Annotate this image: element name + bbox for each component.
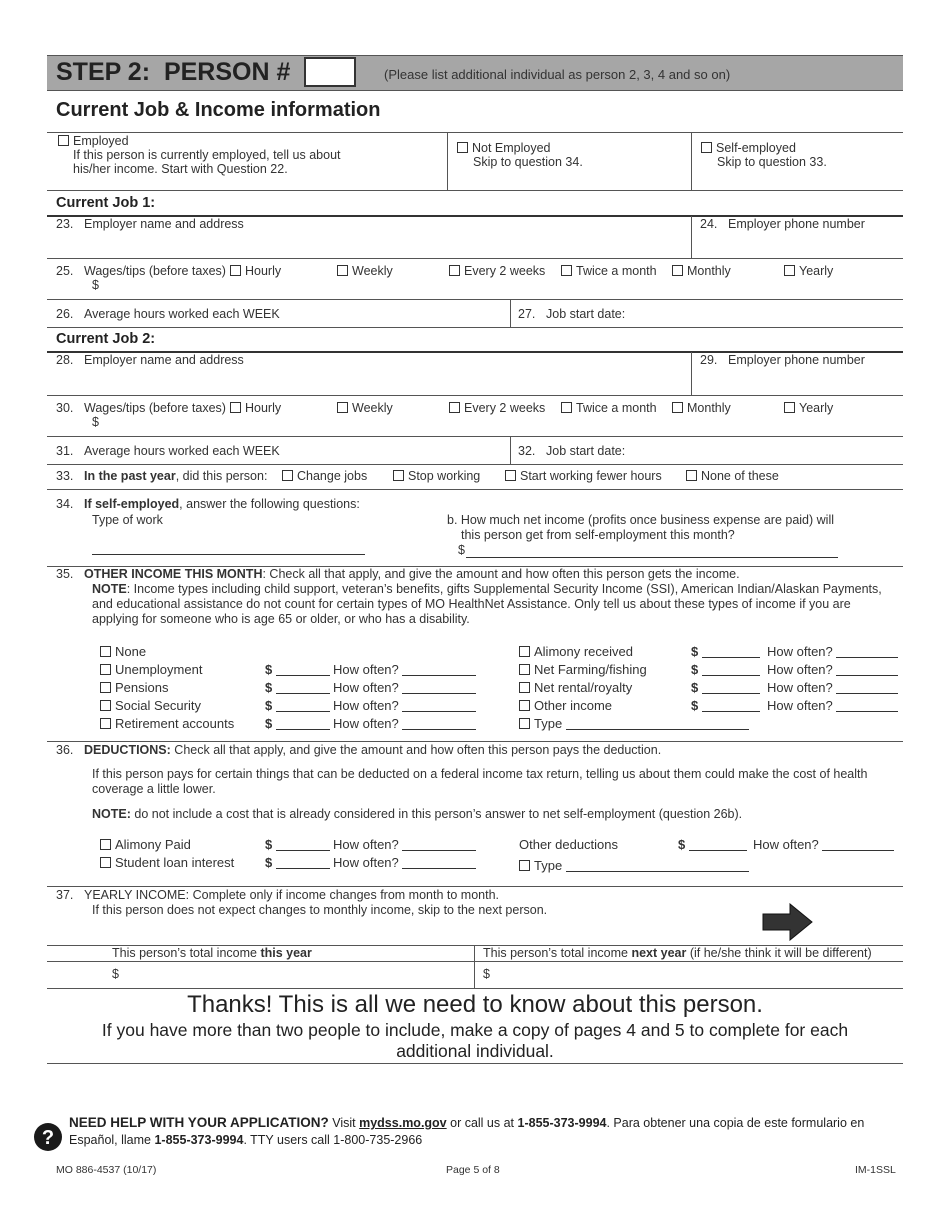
- q34-income-input[interactable]: [466, 544, 838, 558]
- q35-right-amount[interactable]: $: [691, 644, 760, 659]
- q35-left-item[interactable]: Social Security: [100, 698, 201, 713]
- q37-this-year-dollar: $: [112, 967, 119, 981]
- q37-next-year-input[interactable]: [493, 963, 898, 987]
- q35-left-often[interactable]: How often?: [333, 680, 476, 695]
- q35-left-often[interactable]: How often?: [333, 716, 476, 731]
- q37-line2: If this person does not expect changes to monthly income, skip to the next person.: [92, 903, 548, 917]
- job1-heading: Current Job 1:: [56, 195, 156, 211]
- q35-right-often[interactable]: How often?: [767, 662, 898, 677]
- q34-dollar: $: [458, 543, 465, 557]
- q35-left-amount[interactable]: $: [265, 698, 330, 713]
- q35-num: 35.: [56, 567, 74, 581]
- q35-left-amount[interactable]: $: [265, 662, 330, 677]
- q36-other-often: How often?: [753, 837, 894, 852]
- q25-dollar: $: [92, 278, 99, 292]
- q36-paragraph: If this person pays for certain things that can be deducted on a federal income tax return, telling us about them could make the cost of health coverage a little lower.: [92, 767, 868, 796]
- thanks-subtitle: If you have more than two people to include, make a copy of pages 4 and 5 to complete for each additional individual.: [101, 1020, 849, 1061]
- q34-b-line1: b. How much net income (profits once business expense are paid) will: [447, 513, 834, 527]
- not-employed-label: Not Employed: [472, 141, 551, 155]
- page-title: Current Job & Income information: [56, 99, 381, 121]
- q36-alimony-amount: $: [265, 837, 330, 852]
- q35-note: NOTE: Income types including child support, veteran’s benefits, gifts Supplemental Security Income (SSI), American Indian/Alaskan Payments, and educational assistance do not count for certain types of MO HealthNet Assistance. Only tell us about these types of income if you are applying for someone who is age 65 or older, or who has a disability.: [92, 582, 882, 626]
- q27-label: Job start date:: [546, 307, 626, 321]
- q33-stop-working[interactable]: Stop working: [393, 469, 480, 483]
- help-text: NEED HELP WITH YOUR APPLICATION? Visit mydss.mo.gov or call us at 1-855-373-9994. Para obtener una copia de este formulario en Español, llame 1-855-373-9994. TTY users call 1-800-735-2966: [69, 1115, 865, 1147]
- q37-num: 37.: [56, 888, 74, 902]
- job2-heading: Current Job 2:: [56, 331, 156, 347]
- q25-label: Wages/tips (before taxes): [84, 264, 226, 278]
- q37-next-year-dollar: $: [483, 967, 490, 981]
- q34-type-of-work: Type of work: [92, 513, 163, 527]
- q35-left-amount[interactable]: $: [265, 680, 330, 695]
- q25-yearly[interactable]: Yearly: [784, 264, 833, 278]
- q37-next-year: This person’s total income next year (if he/she think it will be different): [483, 946, 872, 960]
- q36-other-amount: $: [678, 837, 747, 852]
- q30-monthly[interactable]: Monthly: [672, 401, 731, 415]
- q30-every2[interactable]: Every 2 weeks: [449, 401, 545, 415]
- q35-left-item[interactable]: Pensions: [100, 680, 168, 695]
- q29-num: 29.: [700, 353, 718, 367]
- q30-yearly[interactable]: Yearly: [784, 401, 833, 415]
- q30-twice[interactable]: Twice a month: [561, 401, 657, 415]
- q35-right-amount[interactable]: $: [691, 662, 760, 677]
- not-employed-box[interactable]: [457, 142, 468, 153]
- q36-type[interactable]: Type: [519, 858, 749, 873]
- q35-left-item[interactable]: Unemployment: [100, 662, 202, 677]
- q35-left-often[interactable]: How often?: [333, 698, 476, 713]
- q25-twice[interactable]: Twice a month: [561, 264, 657, 278]
- q35-left-item[interactable]: Retirement accounts: [100, 716, 234, 731]
- q25-num: 25.: [56, 264, 74, 278]
- q36-student[interactable]: Student loan interest: [100, 855, 234, 870]
- q35-left-often[interactable]: How often?: [333, 662, 476, 677]
- employed-checkbox[interactable]: [58, 134, 129, 148]
- q33-none[interactable]: None of these: [686, 469, 779, 483]
- svg-text:?: ?: [41, 1127, 55, 1149]
- q35-right-often[interactable]: How often?: [767, 698, 898, 713]
- q24-num: 24.: [700, 217, 718, 231]
- footer-form-number: MO 886-4537 (10/17): [56, 1164, 157, 1176]
- q32-num: 32.: [518, 444, 536, 458]
- q28-num: 28.: [56, 353, 74, 367]
- q31-label: Average hours worked each WEEK: [84, 444, 280, 458]
- q37-this-year: This person’s total income this year: [112, 946, 312, 960]
- q30-label: Wages/tips (before taxes): [84, 401, 226, 415]
- q33-fewer-hours[interactable]: Start working fewer hours: [505, 469, 662, 483]
- employed-box[interactable]: [58, 135, 69, 146]
- q35-right-amount[interactable]: $: [691, 680, 760, 695]
- q30-weekly[interactable]: Weekly: [337, 401, 393, 415]
- footer-code: IM-1SSL: [855, 1164, 896, 1176]
- self-employed-box[interactable]: [701, 142, 712, 153]
- q25-monthly[interactable]: Monthly: [672, 264, 731, 278]
- q36-label: DEDUCTIONS: Check all that apply, and give the amount and how often this person pays the deduction.: [84, 743, 662, 757]
- q23-num: 23.: [56, 217, 74, 231]
- q36-student-amount: $: [265, 855, 330, 870]
- employed-note: If this person is currently employed, tell us about his/her income. Start with Question 22.: [73, 148, 341, 176]
- q30-dollar: $: [92, 415, 99, 429]
- q33-label: In the past year, did this person:: [84, 469, 268, 483]
- q34-num: 34.: [56, 497, 74, 511]
- help-link[interactable]: mydss.mo.gov: [359, 1116, 447, 1130]
- q35-right-item[interactable]: Net Farming/fishing: [519, 662, 647, 677]
- q36-alimony[interactable]: Alimony Paid: [100, 837, 191, 852]
- q35-none[interactable]: None: [100, 644, 146, 659]
- q35-right-amount[interactable]: $: [691, 698, 760, 713]
- q30-hourly[interactable]: Hourly: [230, 401, 281, 415]
- q37-this-year-input[interactable]: [122, 963, 467, 987]
- q35-right-item[interactable]: Net rental/royalty: [519, 680, 632, 695]
- q26-num: 26.: [56, 307, 74, 321]
- q31-num: 31.: [56, 444, 74, 458]
- q35-right-often[interactable]: How often?: [767, 680, 898, 695]
- q34-b-line2: this person get from self-employment this month?: [461, 528, 735, 542]
- q26-label: Average hours worked each WEEK: [84, 307, 280, 321]
- q36-student-often: How often?: [333, 855, 476, 870]
- q34-type-input[interactable]: [92, 540, 365, 555]
- person-number-input[interactable]: [304, 57, 356, 87]
- q36-alimony-often: How often?: [333, 837, 476, 852]
- q33-change-jobs[interactable]: Change jobs: [282, 469, 367, 483]
- q32-label: Job start date:: [546, 444, 626, 458]
- arrow-right-icon: [762, 903, 814, 941]
- q35-right-item[interactable]: Other income: [519, 698, 612, 713]
- q27-num: 27.: [518, 307, 536, 321]
- q35-type[interactable]: Type: [519, 716, 749, 731]
- q25-weekly[interactable]: Weekly: [337, 264, 393, 278]
- q25-hourly[interactable]: Hourly: [230, 264, 281, 278]
- employed-label: Employed: [73, 134, 129, 148]
- q36-note: NOTE: do not include a cost that is already considered in this person’s answer to net self-employment (question 26b).: [92, 807, 743, 821]
- q34-label: If self-employed, answer the following questions:: [84, 497, 360, 511]
- thanks-title: Thanks! This is all we need to know about this person.: [187, 991, 763, 1018]
- q29-label: Employer phone number: [728, 353, 865, 367]
- footer-page: Page 5 of 8: [446, 1164, 500, 1176]
- not-employed-note: Skip to question 34.: [473, 155, 583, 169]
- q35-left-amount[interactable]: $: [265, 716, 330, 731]
- q23-label: Employer name and address: [84, 217, 244, 231]
- header-note: (Please list additional individual as person 2, 3, 4 and so on): [384, 67, 731, 82]
- q35-label: OTHER INCOME THIS MONTH: Check all that apply, and give the amount and how often this person gets the income.: [84, 567, 740, 581]
- help-question-icon: [33, 1122, 63, 1152]
- q33-num: 33.: [56, 469, 74, 483]
- self-employed-note: Skip to question 33.: [717, 155, 827, 169]
- q25-every2[interactable]: Every 2 weeks: [449, 264, 545, 278]
- q30-num: 30.: [56, 401, 74, 415]
- q35-right-item[interactable]: Alimony received: [519, 644, 633, 659]
- q35-right-often[interactable]: How often?: [767, 644, 898, 659]
- self-employed-label: Self-employed: [716, 141, 796, 155]
- q37-line1: YEARLY INCOME: Complete only if income changes from month to month.: [84, 888, 499, 902]
- q36-num: 36.: [56, 743, 74, 757]
- q28-label: Employer name and address: [84, 353, 244, 367]
- q24-label: Employer phone number: [728, 217, 865, 231]
- self-employed-checkbox[interactable]: [701, 141, 796, 155]
- q23-input[interactable]: [84, 233, 684, 255]
- not-employed-checkbox[interactable]: [457, 141, 551, 155]
- step-label: STEP 2: PERSON #: [56, 58, 291, 86]
- q36-other-label: Other deductions: [519, 837, 619, 852]
